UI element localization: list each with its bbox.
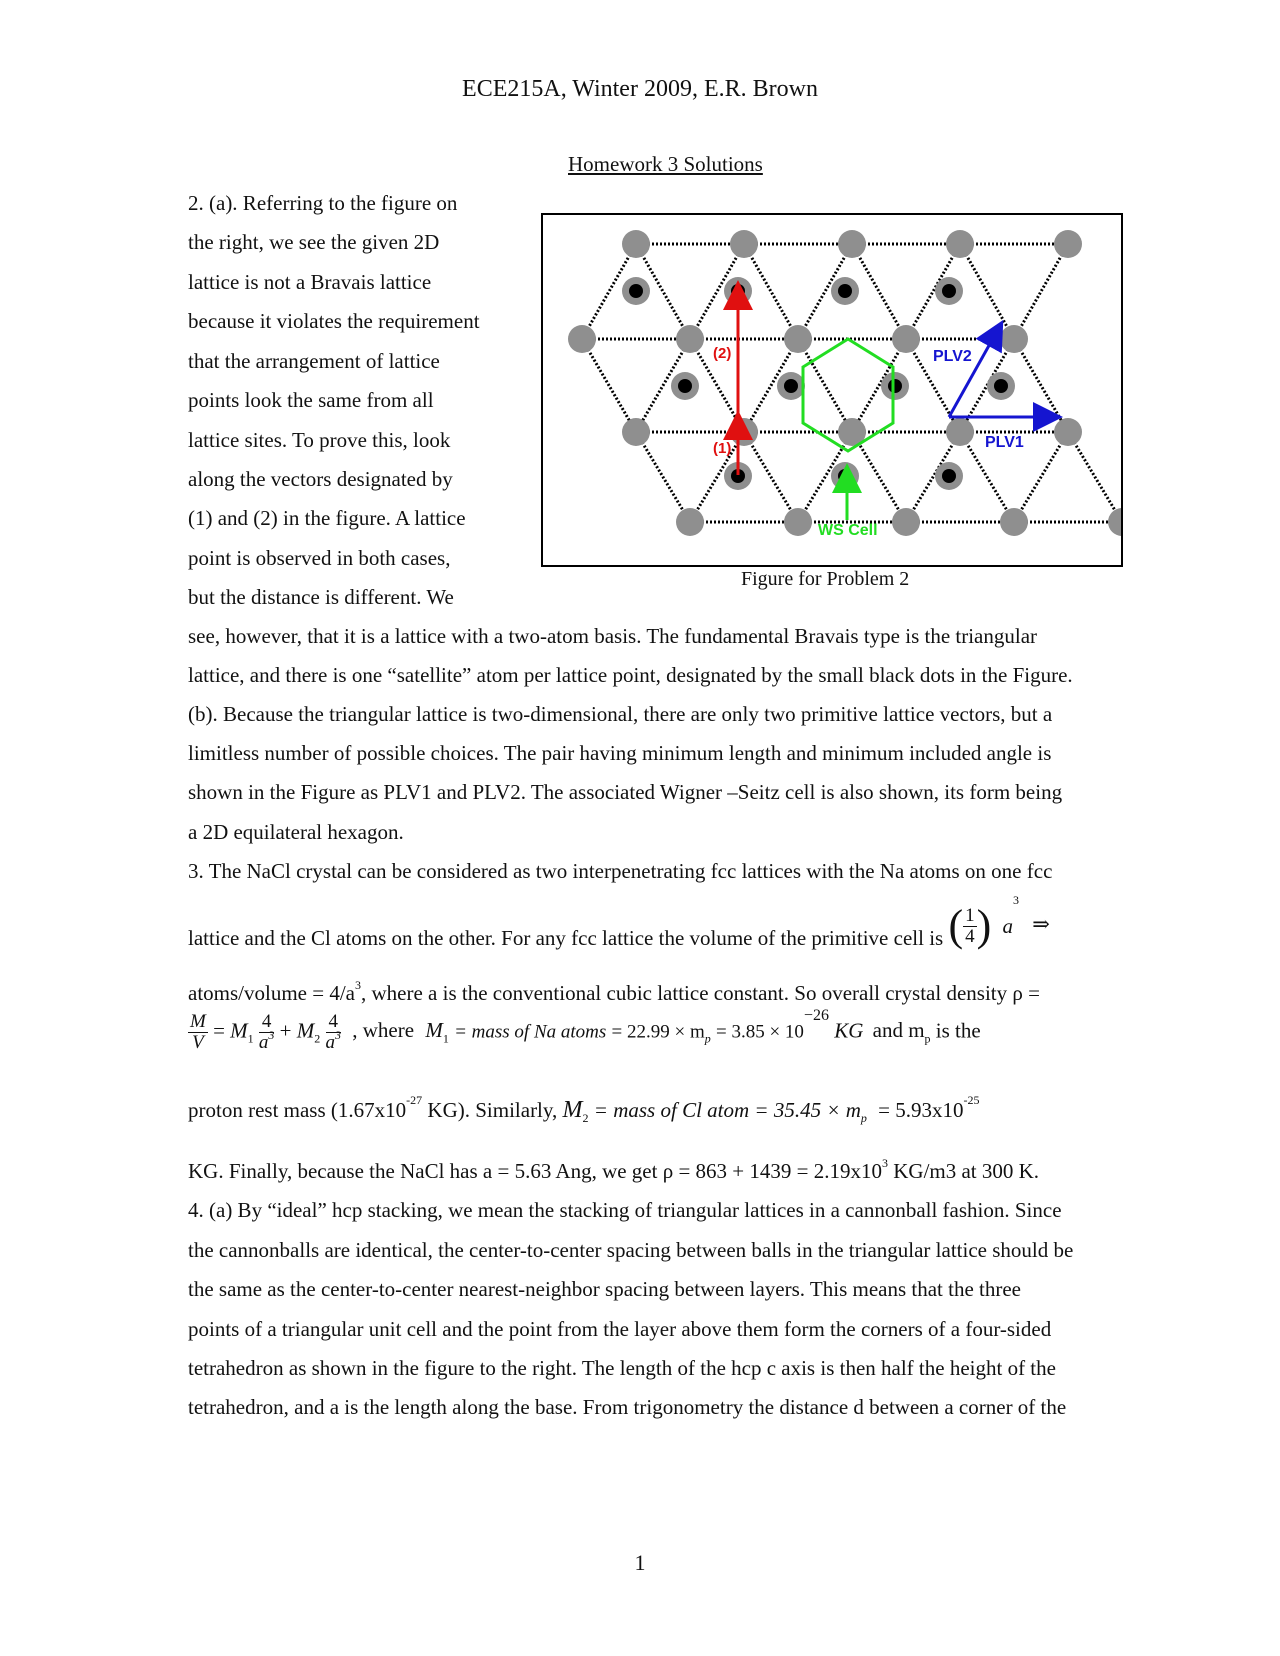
m2-p-sub: p — [860, 1111, 867, 1126]
p3-line-4a: proton rest mass (1.67x10 — [188, 1098, 407, 1122]
lattice-bond — [582, 339, 636, 432]
page-header: ECE215A, Winter 2009, E.R. Brown — [462, 76, 818, 102]
figure-caption: Figure for Problem 2 — [741, 568, 910, 590]
left-line-8: along the vectors designated by — [188, 467, 453, 491]
left-line-9: (1) and (2) in the figure. A lattice — [188, 506, 466, 530]
p3-line-2 — [188, 978, 1040, 1005]
satellite-atom — [784, 379, 798, 393]
tail-text-b: is the — [935, 1018, 981, 1043]
M2-sub: 2 — [314, 1031, 321, 1046]
satellite-atom — [888, 379, 902, 393]
left-line-7: lattice sites. To prove this, look — [188, 428, 451, 452]
M2-b-sub: 2 — [582, 1111, 589, 1126]
vector-1-label: (1) — [713, 440, 732, 457]
satellite-atom — [942, 284, 956, 298]
frac-4b: 4 — [326, 1012, 342, 1033]
lattice-point — [784, 508, 812, 536]
satellite-atom — [838, 469, 852, 483]
paren-right: ) — [976, 901, 992, 950]
lattice-bond — [1068, 432, 1121, 522]
mp-sub: p — [704, 1031, 711, 1046]
satellite-atom — [629, 284, 643, 298]
satellite-atom — [678, 379, 692, 393]
lattice-diagram — [543, 215, 1121, 565]
lattice-point — [676, 325, 704, 353]
p3-line-2b: , where a is the conventional cubic lattice constant. So overall crystal density ρ = — [361, 981, 1040, 1005]
lattice-point — [1000, 325, 1028, 353]
lattice-bond — [1014, 244, 1068, 339]
body-line-7: 3. The NaCl crystal can be considered as two interpenetrating fcc lattices with the Na atoms on one fcc — [188, 859, 1053, 883]
page-title: Homework 3 Solutions — [568, 152, 763, 176]
m1-result: = 3.85 × 10 — [715, 1021, 804, 1043]
m1-expression: = mass of Na atoms — [454, 1021, 607, 1043]
lattice-point — [838, 230, 866, 258]
exp-3b: 3 — [355, 978, 361, 992]
p3-line-5a: KG. Finally, because the NaCl has a = 5.63 Ang, we get ρ = 863 + 1439 = 2.19x10 — [188, 1159, 882, 1183]
body2-line-5: tetrahedron as shown in the figure to the right. The length of the hcp c axis is then half the height of the — [188, 1356, 1056, 1380]
plv1-label: PLV1 — [985, 434, 1024, 451]
exp-27: -27 — [406, 1093, 423, 1107]
exp-25: -25 — [963, 1093, 980, 1107]
left-line-10: point is observed in both cases, — [188, 546, 451, 570]
m1-value: = 22.99 × m — [611, 1021, 705, 1043]
left-line-11: but the distance is different. We — [188, 585, 454, 609]
plv2-arrow — [949, 333, 996, 417]
frac-a3a — [258, 1027, 275, 1053]
tail-text-a: and m — [872, 1018, 925, 1043]
frac-den: 4 — [965, 925, 975, 947]
m2-result: = 5.93x10 — [878, 1098, 964, 1122]
lattice-point — [676, 508, 704, 536]
body-line-1: see, however, that it is a lattice with a two-atom basis. The fundamental Bravais type is the triangular — [188, 624, 1038, 648]
lattice-point — [622, 230, 650, 258]
body-line-3: (b). Because the triangular lattice is two-dimensional, there are only two primitive lattice vectors, but a — [188, 702, 1053, 726]
frac-M: M — [190, 1011, 206, 1032]
body-line-6: a 2D equilateral hexagon. — [188, 820, 404, 844]
tail-mp-sub: p — [924, 1031, 931, 1046]
lattice-point — [1000, 508, 1028, 536]
lattice-bond — [852, 432, 906, 522]
left-line-2: the right, we see the given 2D — [188, 230, 440, 254]
p3-line-5 — [188, 1156, 1040, 1183]
M1-sub: 1 — [247, 1031, 254, 1046]
lattice-point — [1054, 230, 1082, 258]
left-line-4: because it violates the requirement — [188, 309, 480, 333]
frac-num: 1 — [965, 904, 975, 926]
eq-sign: = — [213, 1018, 225, 1043]
lattice-bond — [852, 244, 906, 339]
lattice-bond — [744, 432, 798, 522]
M2-b: M — [562, 1097, 583, 1123]
left-line-6: points look the same from all — [188, 388, 434, 412]
body2-line-1: 4. (a) By “ideal” hcp stacking, we mean the stacking of triangular lattices in a cannonball fashion. Since — [188, 1198, 1062, 1222]
body2-line-4: points of a triangular unit cell and the point from the layer above them form the corners of a four-sided — [188, 1317, 1052, 1341]
frac-a3b-a: a — [325, 1031, 336, 1053]
exp-3: 3 — [1013, 893, 1020, 907]
frac-a3b-exp: 3 — [335, 1027, 342, 1042]
p3-line-1-text: lattice and the Cl atoms on the other. For any fcc lattice the volume of the primitive cell is — [188, 925, 944, 950]
lattice-point — [1108, 508, 1121, 536]
frac-4a: 4 — [259, 1012, 275, 1033]
lattice-point — [892, 508, 920, 536]
vector-2-label: (2) — [713, 345, 732, 362]
where-text: , where — [352, 1018, 415, 1043]
body-line-4: limitless number of possible choices. The pair having minimum length and minimum included angle is — [188, 741, 1052, 765]
M1: M — [230, 1018, 248, 1043]
page-number: 1 — [634, 1550, 646, 1575]
lattice-point — [730, 418, 758, 446]
p3-line-4b: KG). Similarly, — [422, 1098, 558, 1122]
m2-expression: = mass of Cl atom = 35.45 × m — [593, 1098, 861, 1122]
exp-3c: 3 — [881, 1156, 888, 1170]
p3-line-1 — [188, 893, 1050, 950]
satellite-atom — [994, 379, 1008, 393]
p3-line-4 — [188, 1093, 980, 1126]
body2-line-6: tetrahedron, and a is the length along the base. From trigonometry the distance d between a corner of the — [188, 1395, 1067, 1419]
ws-cell-label: WS Cell — [818, 522, 878, 539]
satellite-atom — [838, 284, 852, 298]
left-line-5: that the arrangement of lattice — [188, 349, 440, 373]
frac-4-a3-2 — [326, 1012, 342, 1053]
M2: M — [296, 1018, 315, 1043]
lattice-bond — [960, 244, 1014, 339]
frac-M-V — [188, 1012, 208, 1053]
plus-sign: + — [279, 1018, 292, 1043]
frac-V: V — [192, 1031, 204, 1053]
lattice-point — [730, 230, 758, 258]
M1-b: M — [425, 1018, 443, 1043]
lattice-point — [784, 325, 812, 353]
plv2-label: PLV2 — [933, 348, 972, 365]
lattice-point — [1054, 418, 1082, 446]
lattice-point — [946, 230, 974, 258]
frac-a3b — [325, 1027, 342, 1053]
left-line-3: lattice is not a Bravais lattice — [188, 270, 432, 294]
frac-a3a-a: a — [258, 1031, 269, 1053]
lattice-bond — [744, 244, 798, 339]
lattice-a: a — [1002, 913, 1014, 938]
implies-symbol: ⇒ — [1032, 911, 1050, 936]
left-line-1: 2. (a). Referring to the figure on — [188, 191, 458, 215]
paren-left: ( — [948, 901, 964, 950]
exp-m26: −26 — [803, 1007, 829, 1024]
p3-line-5b: KG/m3 at 300 K. — [887, 1159, 1040, 1183]
body2-line-2: the cannonballs are identical, the center-to-center spacing between balls in the triangular lattice should be — [188, 1238, 1074, 1262]
body2-line-3: the same as the center-to-center nearest-neighbor spacing between layers. This means that the three — [188, 1277, 1022, 1301]
lattice-point — [622, 418, 650, 446]
p3-line-3 — [188, 1007, 981, 1053]
frac-a3a-exp: 3 — [268, 1027, 275, 1042]
frac-4-a3-1 — [259, 1012, 275, 1053]
satellite-atom — [942, 469, 956, 483]
fraction-quarter — [963, 906, 977, 947]
lattice-figure — [541, 213, 1123, 567]
body-line-2: lattice, and there is one “satellite” atom per lattice point, designated by the small black dots in the Figure. — [188, 663, 1073, 687]
M1-b-sub: 1 — [442, 1031, 449, 1046]
p3-line-2a: atoms/volume = 4/a — [188, 981, 355, 1005]
lattice-point — [946, 418, 974, 446]
body-line-5: shown in the Figure as PLV1 and PLV2. The associated Wigner –Seitz cell is also shown, its form being — [188, 780, 1063, 804]
lattice-bond — [636, 432, 690, 522]
lattice-point — [892, 325, 920, 353]
kg-unit: KG — [834, 1018, 864, 1043]
lattice-point — [568, 325, 596, 353]
